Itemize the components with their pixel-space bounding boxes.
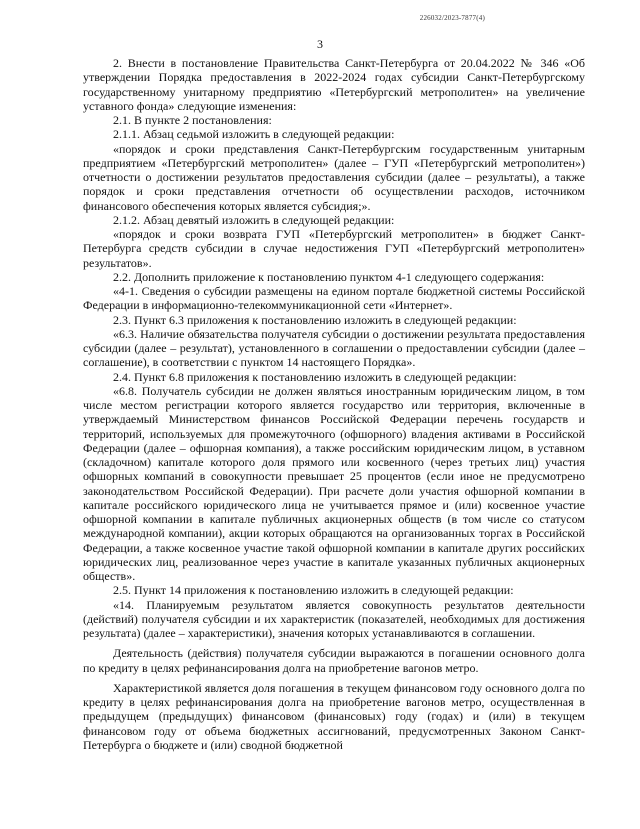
paragraph-2-4: 2.4. Пункт 6.8 приложения к постановлению изложить в следующей редакции: bbox=[113, 369, 517, 384]
characteristic-paragraph: Характеристикой является доля погашения в текущем финансовом году основного долга по кредиту в целях рефинансирования долга на приобретение вагонов метро, осуществленная в предыдущем (предыдущих) финансовом (финансовых) году (годах) и (или) в текущем финансовом году от объема бюджетных ассигнований, предусмотренных Законом Санкт-Петербурга о бюджете и (или) сводной бюджетной bbox=[83, 680, 585, 752]
paragraph-2: 2. Внести в постановление Правительства Санкт-Петербурга от 20.04.2022 № 346 «Об утверждении Порядка предоставления в 2022-2024 годах субсидии Санкт-Петербургскому государственному унитарному предприятию «Петербургский метрополитен» на увеличение уставного фонда» следующие изменения: bbox=[83, 56, 585, 113]
paragraph-2-2: 2.2. Дополнить приложение к постановлению пунктом 4-1 следующего содержания: bbox=[113, 269, 545, 284]
paragraph-2-1-1: 2.1.1. Абзац седьмой изложить в следующей редакции: bbox=[113, 127, 395, 142]
page-number: 3 bbox=[317, 37, 323, 51]
document-body bbox=[83, 56, 585, 752]
quote-paragraph-9: «порядок и сроки возврата ГУП «Петербургский метрополитен» в бюджет Санкт-Петербурга средств субсидии в случае недостижения ГУП «Петербургский метрополитен» результатов». bbox=[83, 227, 585, 270]
quote-point-6-3: «6.3. Наличие обязательства получателя субсидии о достижении результата предоставления субсидии (далее – результат), установленного в соглашении о предоставлении субсидии (далее – соглашение), в соответствии с пунктом 14 настоящего Порядка». bbox=[83, 326, 585, 370]
quote-point-4-1: «4-1. Сведения о субсидии размещены на едином портале бюджетной системы Российской Федерации в информационно-телекоммуникационной сети «Интернет». bbox=[83, 284, 585, 313]
document-number: 226032/2023-7877(4) bbox=[419, 14, 485, 22]
activity-paragraph: Деятельность (действия) получателя субсидии выражаются в погашении основного долга по кредиту в целях рефинансирования долга на приобретение вагонов метро. bbox=[83, 646, 585, 675]
quote-paragraph-7: «порядок и сроки представления Санкт-Петербургским государственным унитарным предприятием «Петербургский метрополитен» (далее – ГУП «Петербургский метрополитен») отчетности о достижении результатов предоставления субсидии (далее – результаты), а также порядок и сроки представления отчетности об осуществлении расходов, источником финансового обеспечения которых является субсидия;». bbox=[83, 141, 585, 213]
quote-point-14: «14. Планируемым результатом является совокупность результатов деятельности (действий) получателя субсидии и их характеристик (показателей, необходимых для достижения результата) (далее – характеристики), значения которых устанавливаются в соглашении. bbox=[83, 597, 585, 640]
paragraph-2-5: 2.5. Пункт 14 приложения к постановлению изложить в следующей редакции: bbox=[113, 583, 514, 598]
paragraph-2-3: 2.3. Пункт 6.3 приложения к постановлению изложить в следующей редакции: bbox=[113, 312, 517, 327]
quote-point-6-8: «6.8. Получатель субсидии не должен являться иностранным юридическим лицом, в том числе местом регистрации которого является государство или территория, включенные в утверждаемый Министерством финансов Российской Федерации перечень государств и территорий, используемых для промежуточного (офшорного) владения активами в Российской Федерации (далее – офшорная компания), а также российским юридическим лицом, в уставном (складочном) капитале которого доля прямого или косвенного (через третьих лиц) участия офшорных компаний в совокупности превышает 25 процентов (если иное не предусмотрено законодательством Российской Федерации). При расчете доли участия офшорной компании в капитале российского юридического лица не учитывается прямое и (или) косвенное участие офшорной компании в капитале публичных акционерных обществ (в том числе со статусом международной компании), акции которых обращаются на организованных торгах в Российской Федерации, а также косвенное участие такой офшорной компании в капитале других российских юридических лиц, реализованное через участие в капитале указанных публичных акционерных обществ». bbox=[83, 383, 585, 583]
paragraph-2-1: 2.1. В пункте 2 постановления: bbox=[113, 113, 272, 127]
paragraph-2-1-2: 2.1.2. Абзац девятый изложить в следующей редакции: bbox=[113, 212, 395, 227]
